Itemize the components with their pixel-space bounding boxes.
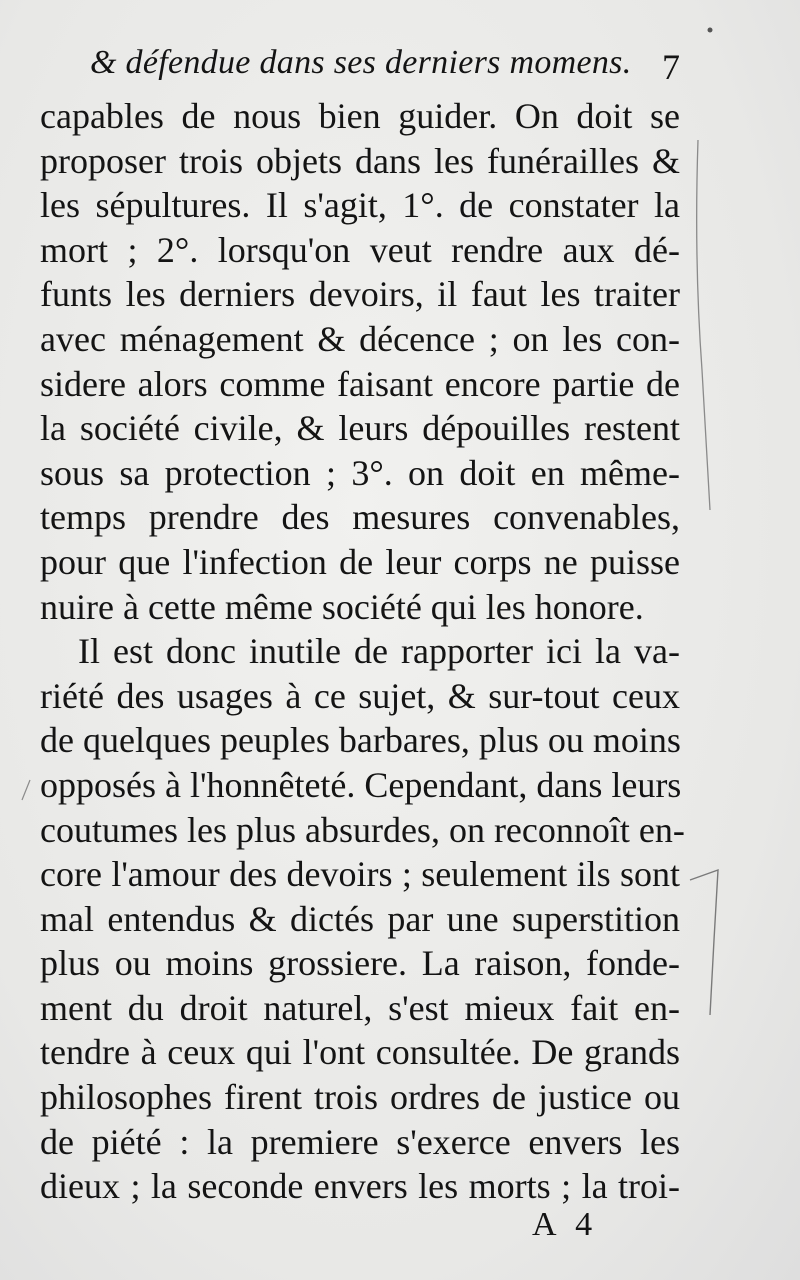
signature-mark: A 4 [532,1206,599,1243]
text-line: pour que l'infection de leur corps ne puisse [40,541,680,582]
text-line: tendre à ceux qui l'ont consultée. De grands [40,1032,680,1073]
text-line: sidere alors comme faisant encore partie de [40,363,680,404]
text-line: de piété : la premiere s'exerce envers les [40,1121,680,1162]
text-line: ment du droit naturel, s'est mieux fait en- [40,987,680,1028]
text-line: mal entendus & dictés par une superstition [40,898,680,939]
text-line: nuire à cette même société qui les honore. [40,586,644,627]
page-number: 7 [662,47,680,87]
text-line: avec ménagement & décence ; on les con- [40,318,680,359]
running-head: & défendue dans ses derniers momens. [90,44,632,81]
text-line: philosophes firent trois ordres de justice ou [40,1077,680,1118]
text-line: les sépultures. Il s'agit, 1°. de constater la [40,185,680,226]
text-line: opposés à l'honnêteté. Cependant, dans leurs [40,764,682,805]
text-line: plus ou moins grossiere. La raison, fonde- [40,943,680,984]
text-line: mort ; 2°. lorsqu'on veut rendre aux dé- [40,229,680,270]
text-line: core l'amour des devoirs ; seulement ils sont [40,854,680,895]
page-header [90,36,690,86]
margin-pencil-mark [680,140,800,520]
margin-pencil-bracket [680,840,800,1020]
text-line: capables de nous bien guider. On doit se [40,96,680,136]
text-line: la société civile, & leurs dépouilles restent [40,408,680,449]
text-line: dieux ; la seconde envers les morts ; la troi- [40,1166,680,1207]
text-line: proposer trois objets dans les funérailles & [40,140,680,181]
text-line: riété des usages à ce sujet, & sur-tout ceux [40,675,680,716]
text-line: funts les derniers devoirs, il faut les traiter [40,274,680,315]
body-text [40,94,685,1209]
text-line: sous sa protection ; 3°. on doit en même- [40,452,680,493]
margin-tick-mark [10,760,40,820]
text-line: Il est donc inutile de rapporter ici la va- [78,631,680,672]
text-line: coutumes les plus absurdes, on reconnoît en- [40,809,685,850]
text-line: temps prendre des mesures convenables, [40,497,680,538]
ink-speck-top [700,20,720,40]
text-line: de quelques peuples barbares, plus ou moins [40,720,681,761]
